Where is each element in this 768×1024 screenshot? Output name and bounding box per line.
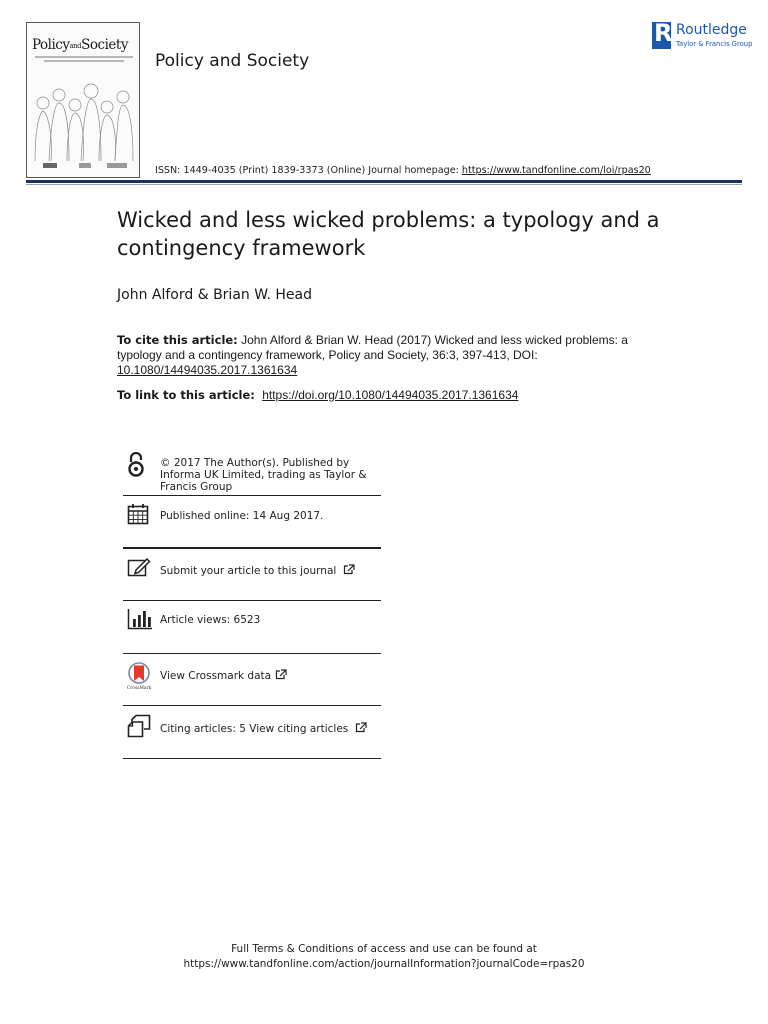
journal-homepage-link[interactable]: https://www.tandfonline.com/loi/rpas20 <box>461 165 651 176</box>
info-divider <box>123 705 381 706</box>
article-views: Article views: 6523 <box>160 614 261 626</box>
info-divider <box>123 600 381 601</box>
link-label: To link to this article: <box>117 388 255 402</box>
article-link-block <box>117 388 677 403</box>
footer-line-1: Full Terms & Conditions of access and use can be found at <box>231 943 537 955</box>
crossmark-row[interactable] <box>123 662 381 692</box>
published-row <box>123 503 381 533</box>
header-divider-thin <box>26 184 742 185</box>
publisher-logo <box>652 19 753 52</box>
pencil-edit-icon <box>127 556 151 578</box>
doi-link[interactable]: 10.1080/14494035.2017.1361634 <box>117 363 298 377</box>
external-link-icon <box>275 669 287 680</box>
citing-articles-icon <box>127 714 151 738</box>
copyright-text: © 2017 The Author(s). Published by Informa UK Limited, trading as Taylor & Francis Group <box>160 457 367 493</box>
footer-terms-link[interactable]: https://www.tandfonline.com/action/journalInformation?journalCode=rpas20 <box>183 958 585 970</box>
bar-chart-icon <box>127 608 153 630</box>
article-url-link[interactable]: https://doi.org/10.1080/14494035.2017.1361634 <box>262 388 519 402</box>
open-access-row <box>123 452 381 492</box>
journal-name: Policy and Society <box>155 51 310 71</box>
citation-block <box>117 333 637 378</box>
cover-title: PolicyandSociety <box>32 37 128 53</box>
citing-articles-link[interactable]: Citing articles: 5 View citing articles <box>160 722 382 735</box>
cite-label: To cite this article: <box>117 333 238 347</box>
cover-subtitle-line <box>44 60 124 62</box>
cover-subtitle-line <box>35 56 133 58</box>
info-divider <box>123 653 381 654</box>
external-link-icon <box>343 564 355 575</box>
crossmark-link[interactable]: View Crossmark data <box>160 669 382 682</box>
publisher-group: Taylor & Francis Group <box>676 40 753 48</box>
calendar-icon <box>127 503 149 525</box>
header-divider <box>26 180 742 183</box>
article-views-row <box>123 608 381 638</box>
svg-text:CrossMark: CrossMark <box>126 686 152 690</box>
crossmark-icon <box>126 662 152 690</box>
issn-line <box>155 165 651 176</box>
cover-illustration <box>31 81 135 161</box>
cite-text: John Alford & Brian W. Head (2017) Wicked and less wicked problems: a typology and a contingency framework, Policy and Society, 36:3, 397-413, DOI: <box>117 333 628 362</box>
footer-terms <box>0 942 768 972</box>
external-link-icon <box>355 722 367 733</box>
issn-text: ISSN: 1449-4035 (Print) 1839-3373 (Online) Journal homepage: <box>155 165 462 176</box>
info-divider <box>123 547 381 549</box>
article-title: Wicked and less wicked problems: a typology and a contingency framework <box>117 208 660 260</box>
journal-cover-thumbnail <box>26 22 140 178</box>
routledge-logo-mark: R <box>654 19 673 47</box>
published-date: Published online: 14 Aug 2017. <box>160 510 324 522</box>
publisher-name: Routledge <box>676 22 747 38</box>
info-divider <box>123 758 381 759</box>
citing-articles-row[interactable] <box>123 714 381 744</box>
submit-article-link[interactable]: Submit your article to this journal <box>160 564 382 577</box>
info-divider <box>123 495 381 496</box>
article-authors: John Alford & Brian W. Head <box>117 287 312 303</box>
cover-publisher-logos <box>35 161 133 171</box>
submit-article-row[interactable] <box>123 556 381 586</box>
open-access-icon <box>127 452 145 478</box>
